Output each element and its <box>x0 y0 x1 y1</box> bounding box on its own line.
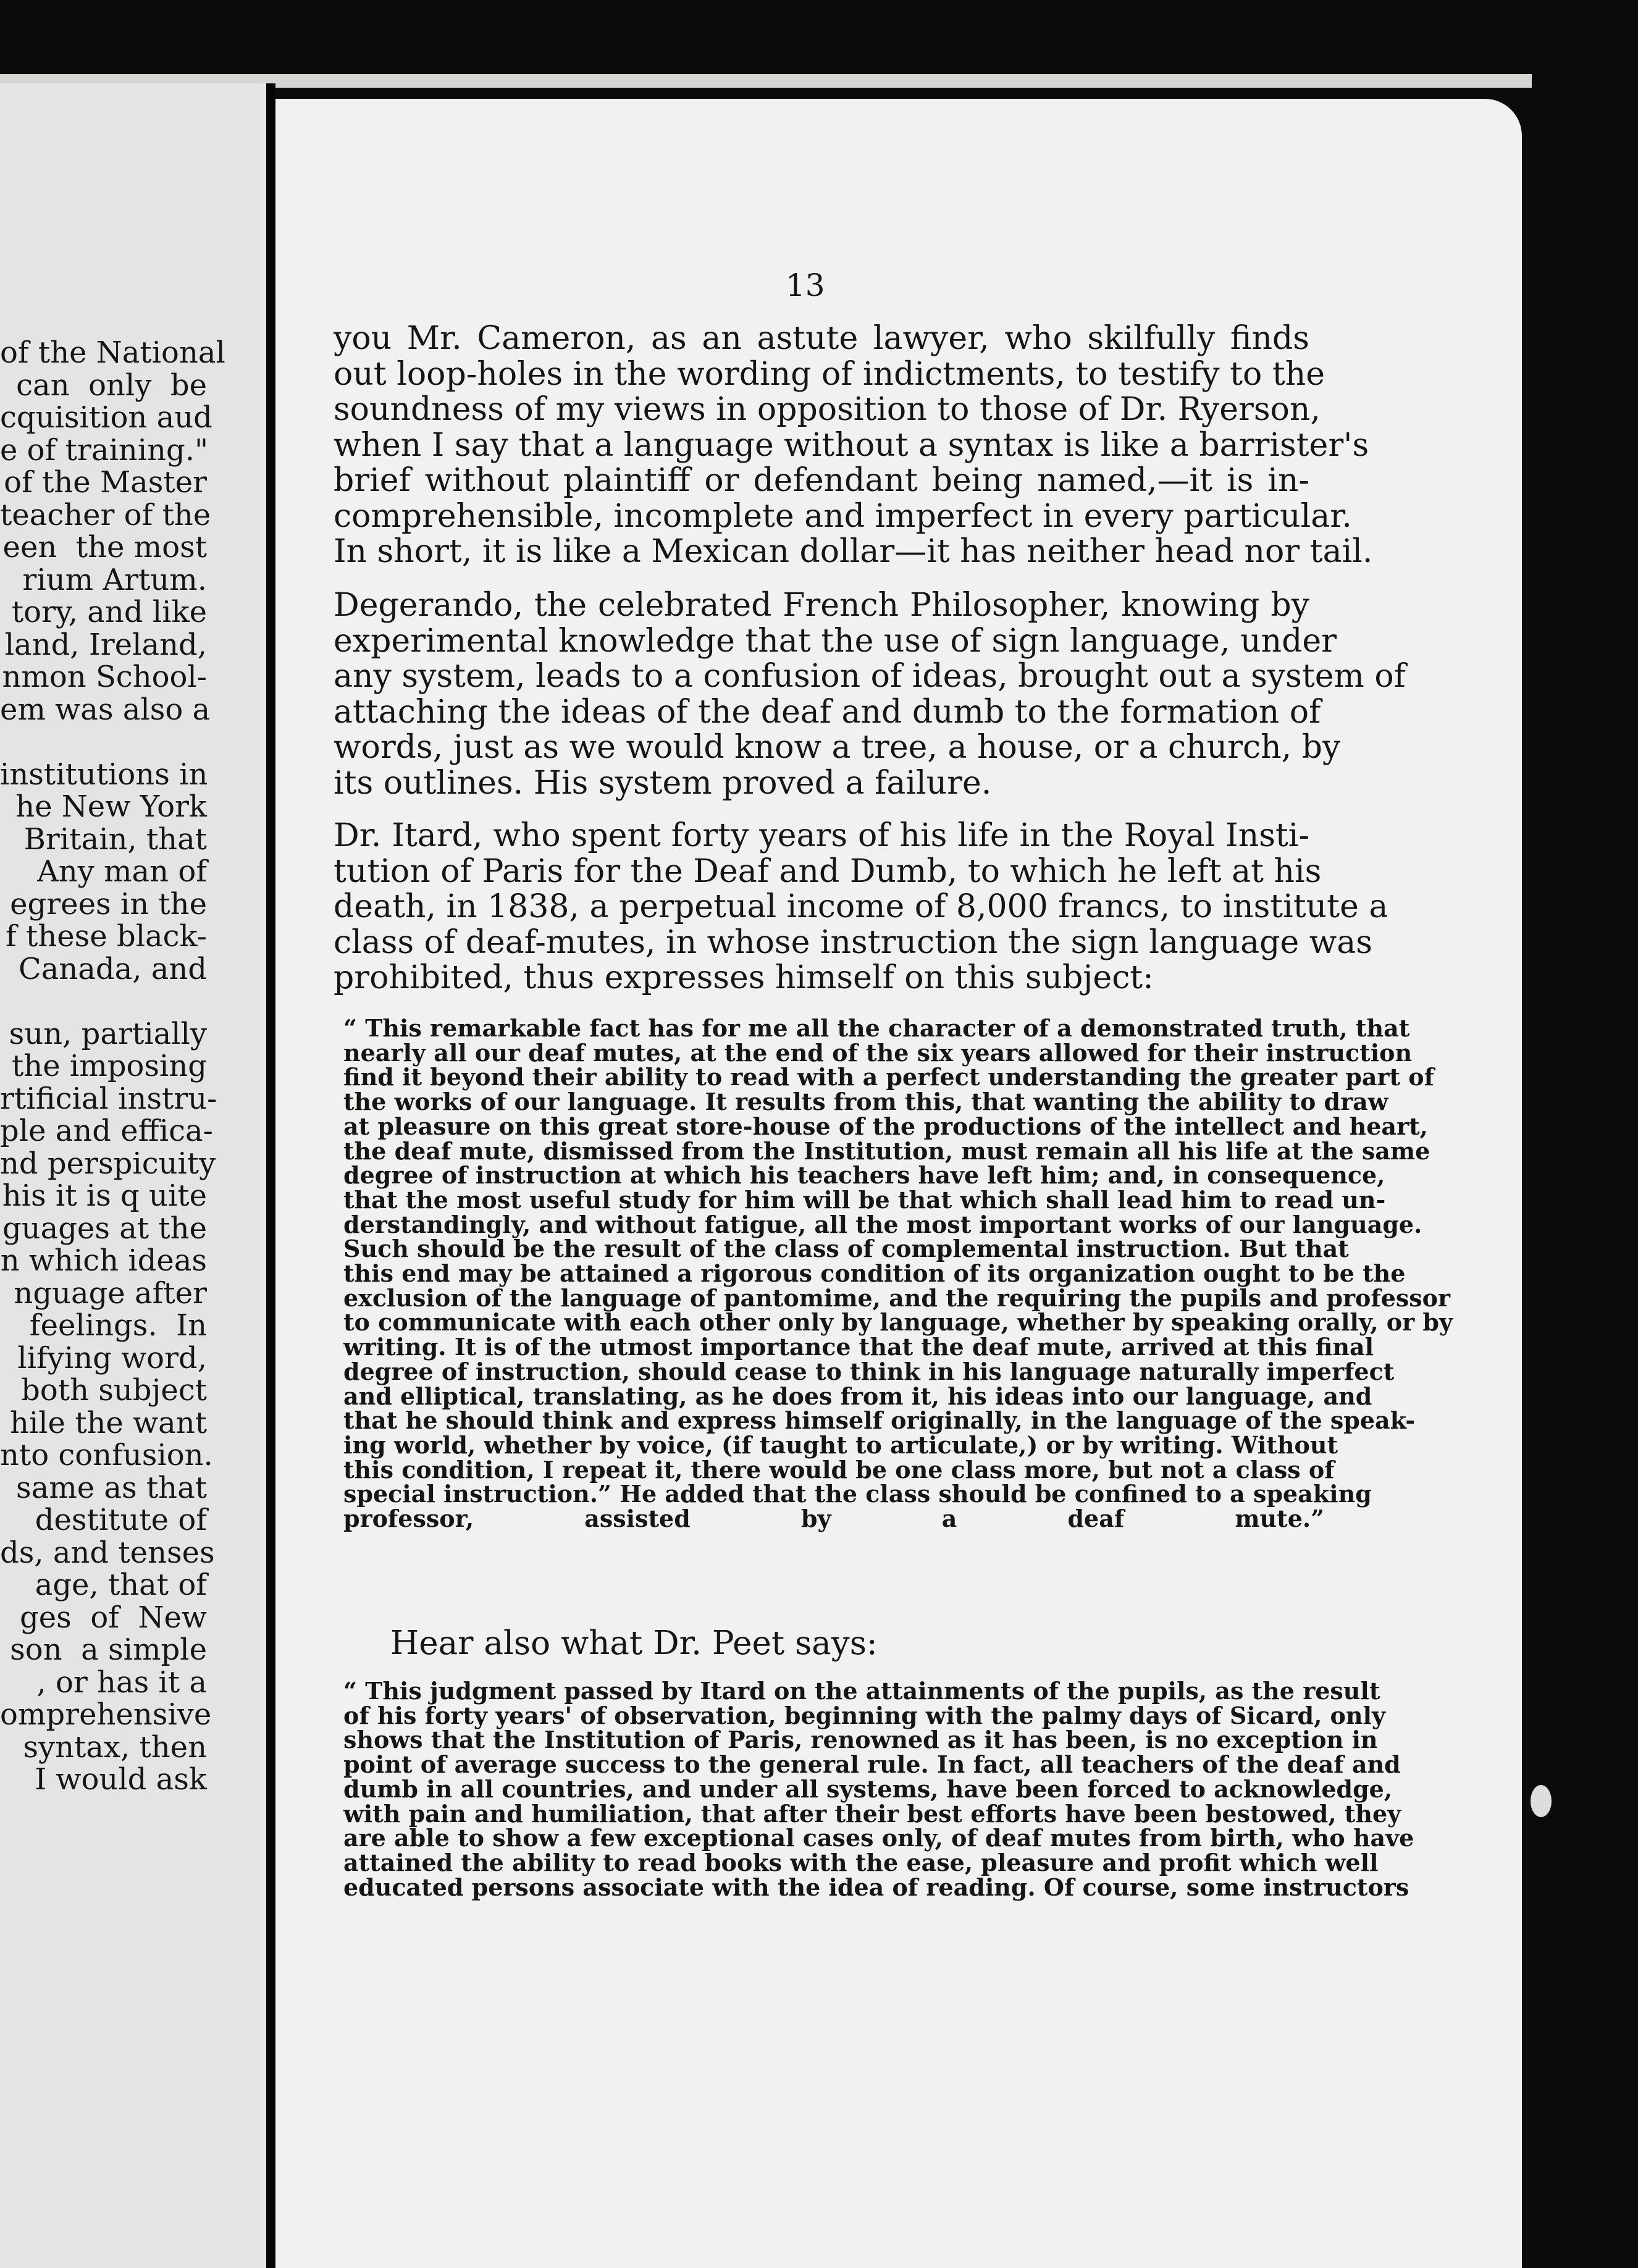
text-line: words, just as we would know a tree, a house, or a church, by <box>334 729 1341 766</box>
text-line: ing world, whether by voice, (if taught to articulate,) or by writing. Without <box>343 1430 1338 1459</box>
text-line: to communicate with each other only by language, whether by speaking orally, or by <box>343 1308 1453 1337</box>
text-line: out loop-holes in the wording of indictments, to testify to the <box>334 355 1325 393</box>
left-page-line: syntax, then <box>23 1729 207 1765</box>
text-line: the works of our language. It results from this, that wanting the ability to draw <box>343 1088 1388 1116</box>
quote-itard <box>343 1014 1453 1533</box>
text-line: Degerando, the celebrated French Philosopher, knowing by <box>334 587 1309 624</box>
left-page-line: he New York <box>15 789 207 824</box>
left-page-line: teacher of the <box>0 497 211 532</box>
text-line: its outlines. His system proved a failure. <box>334 764 992 802</box>
text-line: Such should be the result of the class of complemental instruction. But that <box>343 1235 1349 1263</box>
text-line: with pain and humiliation, that after their best efforts have been bestowed, they <box>343 1799 1401 1828</box>
text-line: you Mr. Cameron, as an astute lawyer, who skilfully finds <box>334 320 1309 357</box>
left-page-line: nd perspicuity <box>0 1146 216 1181</box>
text-line: exclusion of the language of pantomime, and the requiring the pupils and professor <box>343 1283 1451 1312</box>
text-line: degree of instruction at which his teachers have left him; and, in consequence, <box>343 1161 1385 1190</box>
text-line: attaching the ideas of the deaf and dumb to the formation of <box>334 693 1321 731</box>
left-page-line: e of training." <box>0 432 209 468</box>
paragraph-degerando <box>334 587 1406 802</box>
text-line: “ This judgment passed by Itard on the attainments of the pupils, as the result <box>343 1677 1380 1705</box>
left-page-line: een the most <box>2 530 207 565</box>
gutter-rule <box>266 83 275 2268</box>
left-page-line: ple and effica- <box>0 1114 213 1148</box>
left-page-fragment <box>0 83 275 2268</box>
left-page-line: Britain, that <box>23 821 207 857</box>
left-page-line: rtificial instru- <box>0 1081 217 1116</box>
text-line: comprehensible, incomplete and imperfect in every particular. <box>334 497 1352 535</box>
left-page-line: nto confusion. <box>0 1438 213 1472</box>
text-line: special instruction.” He added that the class should be confined to a speaking <box>343 1480 1372 1508</box>
left-page-text <box>0 335 225 1797</box>
left-page-line: land, Ireland, <box>4 627 207 662</box>
left-page-line: cquisition aud <box>0 400 212 435</box>
left-page-line: , or has it a <box>36 1665 207 1700</box>
page-number: 13 <box>786 267 825 303</box>
text-line: class of deaf-mutes, in whose instruction the sign language was <box>334 923 1372 961</box>
left-page-line: f these black- <box>6 919 207 954</box>
left-page-line: Canada, and <box>19 951 207 986</box>
text-line: death, in 1838, a perpetual income of 8,000 francs, to institute a <box>334 888 1388 925</box>
left-page-line <box>0 726 207 758</box>
left-page-line: tory, and like <box>11 595 207 629</box>
text-line: educated persons associate with the idea of reading. Of course, some instructors <box>343 1873 1409 1901</box>
left-page-line: age, that of <box>35 1568 207 1602</box>
text-line: derstandingly, and without fatigue, all the most important works of our language. <box>343 1210 1422 1238</box>
text-line: at pleasure on this great store-house of the productions of the intellect and heart, <box>343 1112 1428 1140</box>
text-line: tution of Paris for the Deaf and Dumb, to which he left at his <box>334 852 1322 890</box>
left-page-line: ges of New <box>20 1600 207 1635</box>
left-page-line: ds, and tenses <box>0 1535 215 1570</box>
text-line: writing. It is of the utmost importance that the deaf mute, arrived at this final <box>343 1333 1374 1361</box>
text-line: attained the ability to read books with the ease, pleasure and profit which well <box>343 1848 1379 1876</box>
text-line: shows that the Institution of Paris, renowned as it has been, is no exception in <box>343 1726 1378 1754</box>
left-page-line: feelings. In <box>29 1308 207 1343</box>
left-page-line: lifying word, <box>17 1340 207 1376</box>
text-line: that the most useful study for him will be that which shall lead him to read un- <box>343 1185 1386 1214</box>
left-page-line: em was also a <box>0 692 211 727</box>
quote-peet <box>343 1677 1414 1901</box>
text-line: In short, it is like a Mexican dollar—it has neither head nor tail. <box>334 533 1373 570</box>
left-page-line: nmon School- <box>2 660 207 694</box>
text-line: degree of instruction, should cease to think in his language naturally imperfect <box>343 1357 1395 1385</box>
left-page-line: hile the want <box>9 1405 207 1440</box>
left-page-line: of the Master <box>4 465 207 500</box>
left-page-line: institutions in <box>0 757 208 792</box>
paragraph-cameron <box>334 320 1373 570</box>
left-page-line: egrees in the <box>10 886 207 922</box>
left-page-line: n which ideas <box>0 1243 207 1278</box>
left-page-line: rium Artum. <box>22 562 207 597</box>
text-line: prohibited, thus expresses himself on this subject: <box>334 959 1154 996</box>
left-page-line: sun, partially <box>9 1016 207 1051</box>
left-page-line: guages at the <box>2 1211 207 1246</box>
text-line: “ This remarkable fact has for me all the character of a demonstrated truth, that <box>343 1014 1410 1042</box>
left-page-line: I would ask <box>35 1762 207 1797</box>
text-line: this end may be attained a rigorous condition of its organization ought to be the <box>343 1259 1406 1288</box>
left-page-line: both subject <box>21 1373 207 1408</box>
text-line: professor, assisted by a deaf mute.” <box>343 1505 1324 1533</box>
text-line: Dr. Itard, who spent forty years of his life in the Royal Insti- <box>334 817 1309 854</box>
left-page-line: son a simple <box>10 1632 207 1667</box>
left-page-line: can only be <box>16 368 207 403</box>
left-page-line: of the National <box>0 335 225 370</box>
text-line: experimental knowledge that the use of sign language, under <box>334 622 1337 660</box>
left-page-line: the imposing <box>12 1049 207 1083</box>
text-line: soundness of my views in opposition to those of Dr. Ryerson, <box>334 391 1321 428</box>
left-page-line <box>0 985 207 1018</box>
text-line: when I say that a language without a syntax is like a barrister's <box>334 426 1369 464</box>
left-page-line: destitute of <box>35 1503 207 1537</box>
left-page-line: his it is q uite <box>2 1178 207 1213</box>
paragraph-itard <box>334 817 1388 996</box>
text-line: nearly all our deaf mutes, at the end of the six years allowed for their instruction <box>343 1038 1413 1067</box>
text-line: that he should think and express himself originally, in the language of the speak- <box>343 1406 1416 1435</box>
text-line: any system, leads to a confusion of ideas, brought out a system of <box>334 658 1406 695</box>
text-line: brief without plaintiff or defendant being named,—it is in- <box>334 462 1309 499</box>
text-line: dumb in all countries, and under all systems, have been forced to acknowledge, <box>343 1774 1393 1803</box>
left-page-line: nguage after <box>14 1275 207 1311</box>
left-page-line: Any man of <box>37 854 207 889</box>
left-page-line: same as that <box>15 1470 207 1505</box>
text-line: and elliptical, translating, as he does from it, his ideas into our language, and <box>343 1382 1372 1410</box>
text-line: find it beyond their ability to read with a perfect understanding the greater part of <box>343 1063 1434 1091</box>
left-page-line: omprehensive <box>0 1697 212 1732</box>
text-line: the deaf mute, dismissed from the Institution, must remain all his life at the same <box>343 1136 1430 1165</box>
heading-peet: Hear also what Dr. Peet says: <box>390 1624 878 1662</box>
text-line: are able to show a few exceptional cases only, of deaf mutes from birth, who have <box>343 1824 1414 1852</box>
text-line: this condition, I repeat it, there would be one class more, but not a class of <box>343 1455 1335 1484</box>
scan-speck <box>1531 1785 1552 1817</box>
text-line: of his forty years' of observation, beginning with the palmy days of Sicard, only <box>343 1701 1386 1729</box>
text-line: point of average success to the general rule. In fact, all teachers of the deaf and <box>343 1750 1401 1779</box>
